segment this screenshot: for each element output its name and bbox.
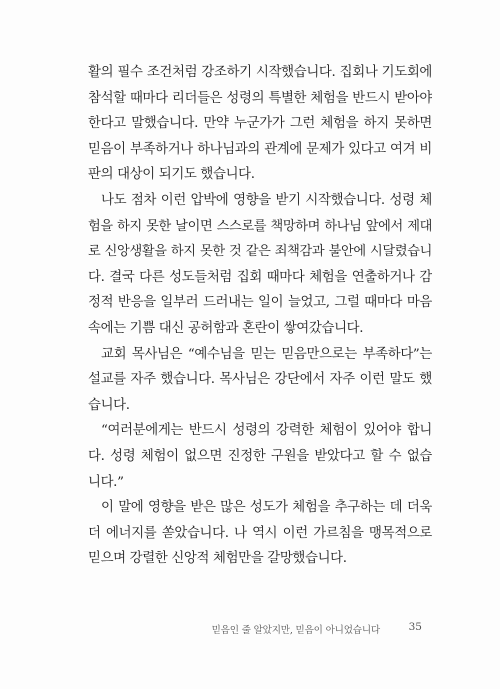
text-line: 험을 하지 못한 날이면 스스로를 책망하며 하나님 앞에서 제대: [88, 218, 432, 234]
text-line: 참석할 때마다 리더들은 성령의 특별한 체험을 반드시 받아야: [88, 90, 432, 106]
paragraph: [88, 495, 432, 572]
paragraph: [88, 342, 432, 419]
text-line: 설교를 자주 했습니다. 목사님은 강단에서 자주 이런 말도 했: [88, 372, 432, 388]
body-text: [88, 60, 432, 572]
text-line: 속에는 기쁨 대신 공허함과 혼란이 쌓여갔습니다.: [88, 320, 364, 336]
text-line: 믿음이 부족하거나 하나님과의 관계에 문제가 있다고 여겨 비: [88, 141, 432, 157]
text-line: 로 신앙생활을 하지 못한 것 같은 죄책감과 불안에 시달렸습니: [88, 244, 432, 260]
text-line: 습니다.: [88, 397, 130, 413]
text-line: 더 에너지를 쏟았습니다. 나 역시 이런 가르침을 맹목적으로: [88, 525, 432, 541]
paragraph: [88, 188, 432, 342]
page-number: 35: [408, 621, 422, 633]
text-line: 활의 필수 조건처럼 강조하기 시작했습니다. 집회나 기도회에: [88, 65, 432, 80]
quote-paragraph: [88, 418, 432, 495]
text-line: 믿으며 강렬한 신앙적 체험만을 갈망했습니다.: [88, 551, 347, 567]
text-line: “여러분에게는 반드시 성령의 강력한 체험이 있어야 합니: [101, 423, 432, 439]
text-line: 다. 성령 체험이 없으면 진정한 구원을 받았다고 할 수 없습: [88, 448, 432, 464]
text-line: 니다.”: [88, 474, 124, 490]
text-line: 판의 대상이 되기도 했습니다.: [88, 167, 255, 183]
paragraph-continuation: [88, 60, 432, 188]
text-line: 다. 결국 다른 성도들처럼 집회 때마다 체험을 연출하거나 감: [88, 269, 432, 285]
text-line: 이 말에 영향을 받은 많은 성도가 체험을 추구하는 데 더욱: [101, 500, 432, 516]
text-line: 교회 목사님은 “예수님을 믿는 믿음만으로는 부족하다”는: [101, 346, 432, 362]
text-line: 나도 점차 이런 압박에 영향을 받기 시작했습니다. 성령 체: [101, 192, 432, 208]
text-line: 한다고 말했습니다. 만약 누군가가 그런 체험을 하지 못하면: [88, 116, 432, 132]
text-line: 정적 반응을 일부러 드러내는 일이 늘었고, 그럴 때마다 마음: [88, 295, 432, 311]
page-footer: [88, 622, 432, 638]
running-title: 믿음인 줄 알았지만, 믿음이 아니었습니다: [211, 625, 380, 636]
